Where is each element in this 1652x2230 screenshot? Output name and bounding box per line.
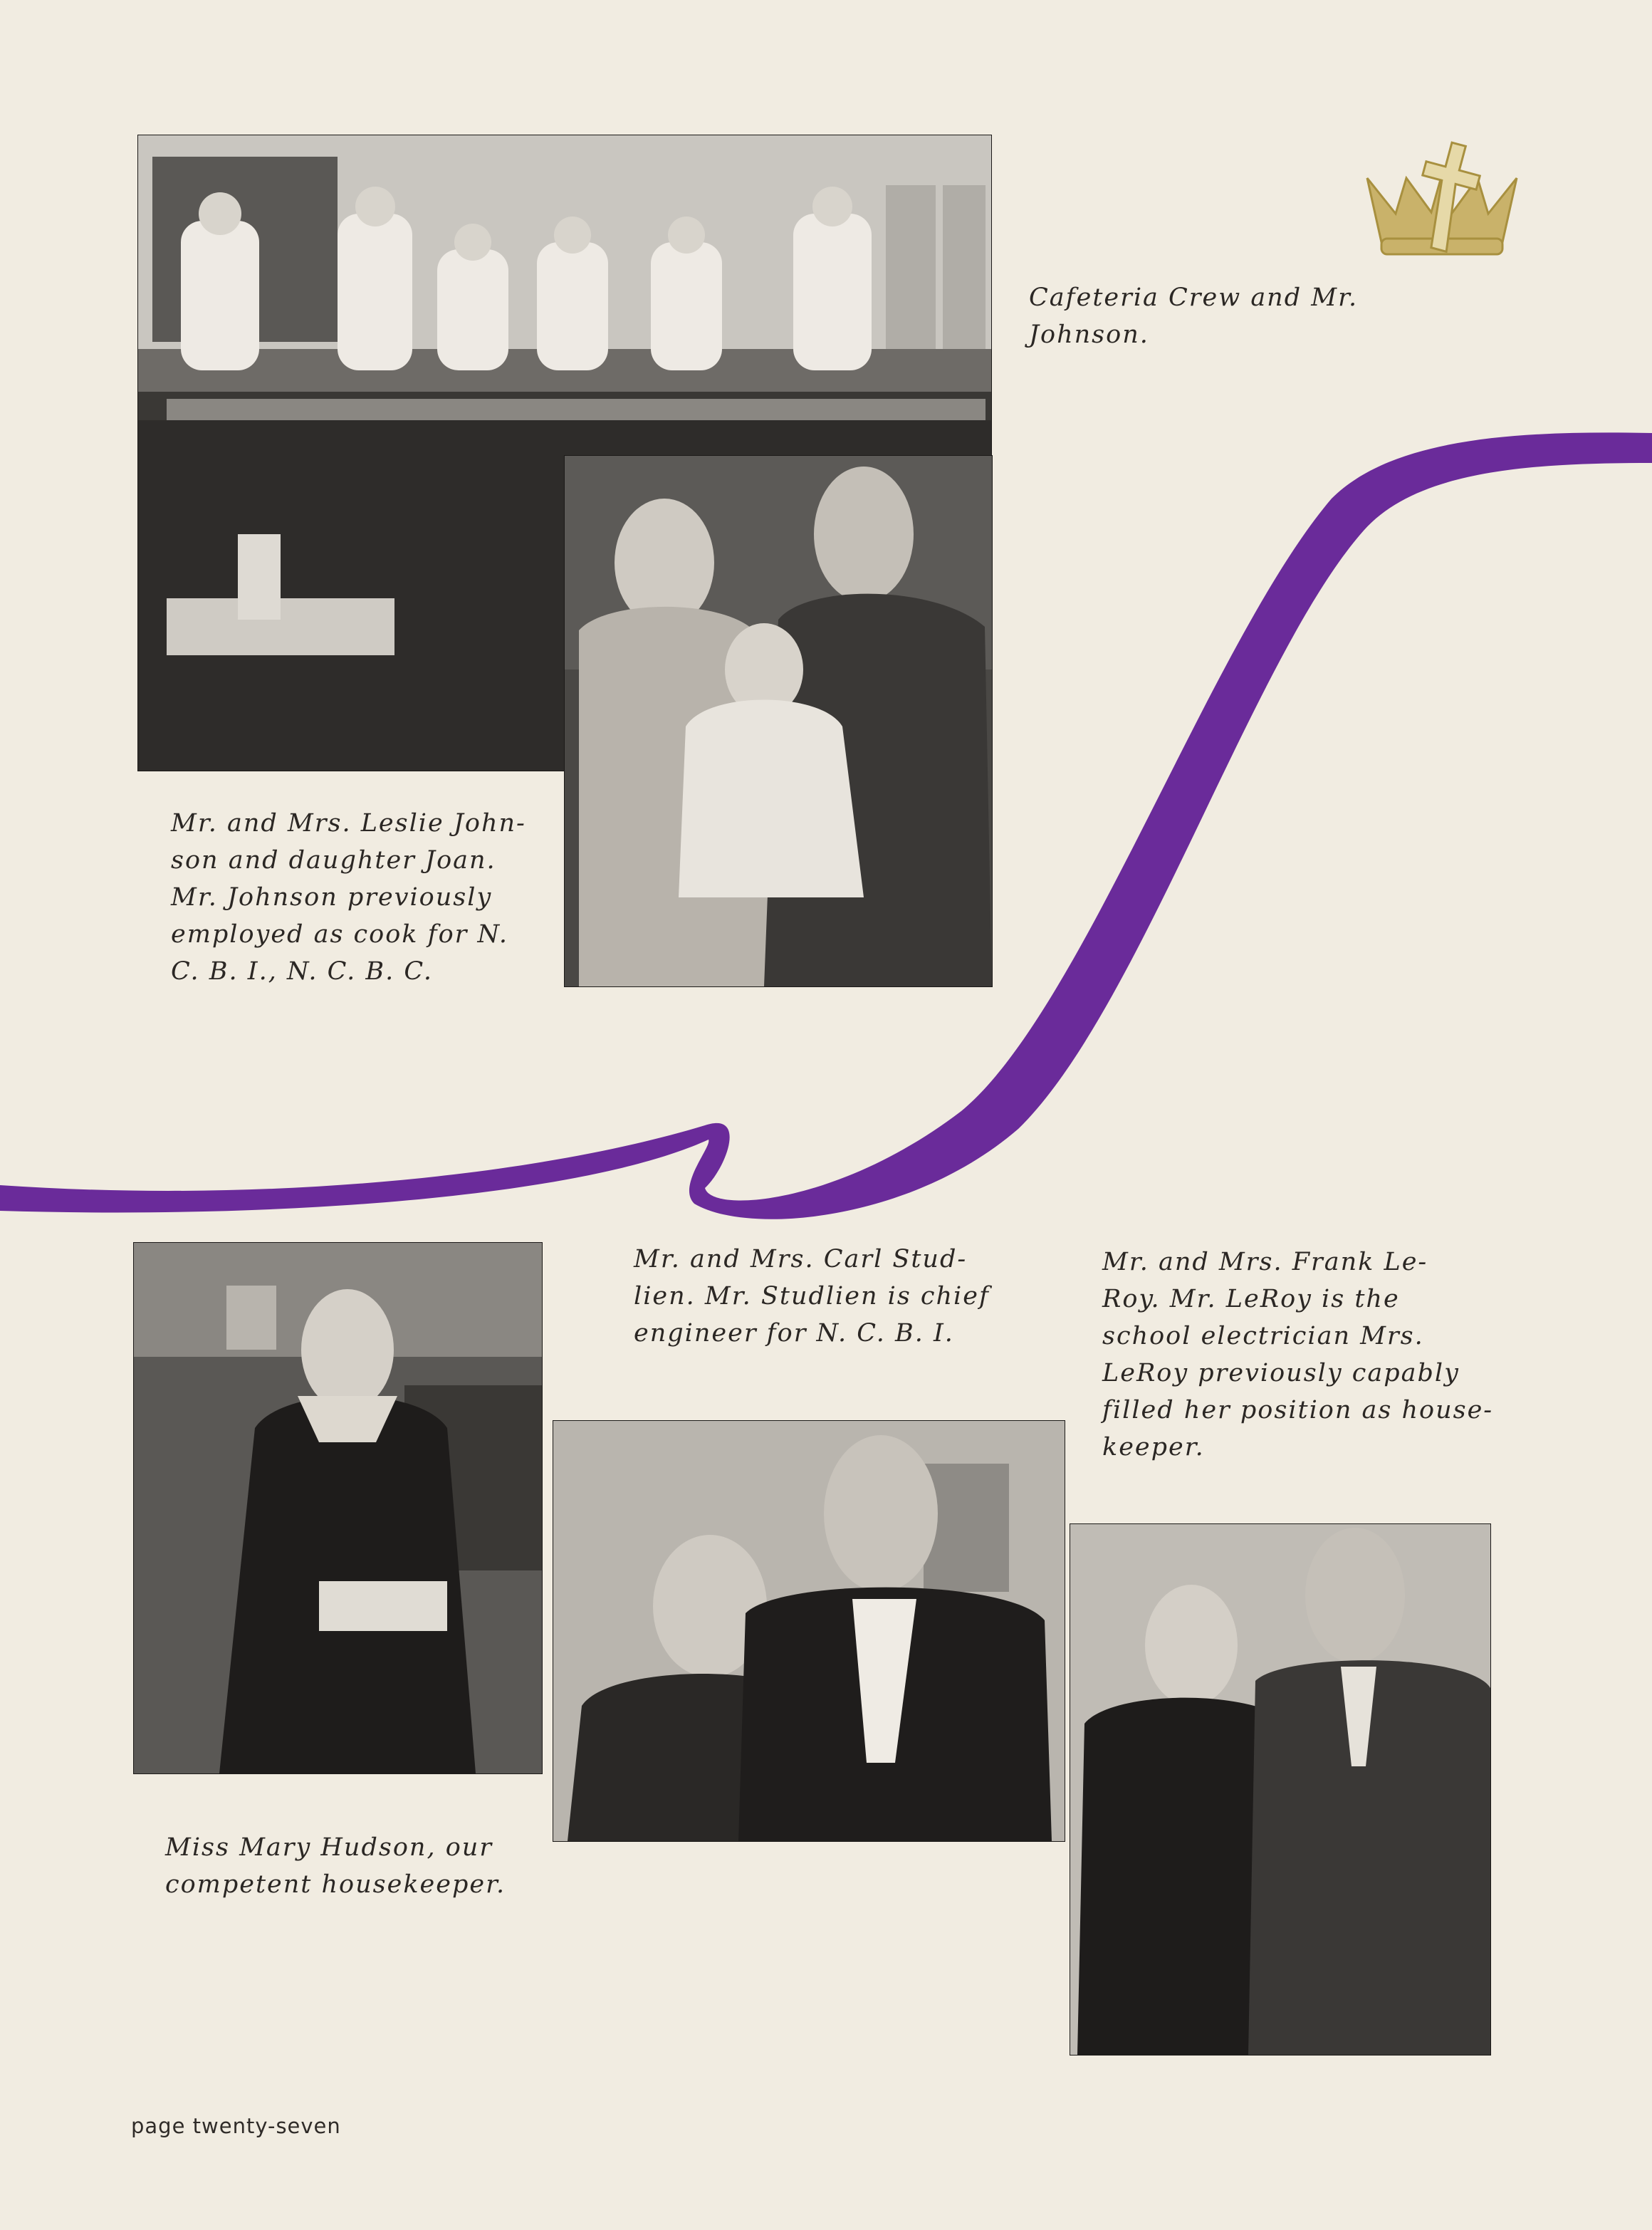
caption-studlien: Mr. and Mrs. Carl Stud- lien. Mr. Studlien is chief engineer for N. C. B. I. (634, 1245, 990, 1348)
page-number: page twenty-seven (131, 2114, 341, 2138)
caption-leroy: Mr. and Mrs. Frank Le- Roy. Mr. LeRoy is the school electrician Mrs. LeRoy previously capably filled her position as house- keeper. (1102, 1248, 1494, 1462)
leroy-couple-photo (1070, 1524, 1490, 2055)
mary-hudson-photo (134, 1243, 542, 1773)
caption-hudson: Miss Mary Hudson, our competent housekeeper. (165, 1833, 506, 1899)
caption-johnson-family: Mr. and Mrs. Leslie John- son and daughter Joan. Mr. Johnson previously employed as cook for N. C. B. I., N. C. B. C. (171, 809, 526, 986)
crown-icon (1353, 135, 1531, 271)
studlien-couple-photo (553, 1421, 1065, 1841)
caption-cafeteria-crew: Cafeteria Crew and Mr. Johnson. (1029, 283, 1359, 349)
johnson-family-photo (565, 456, 992, 986)
